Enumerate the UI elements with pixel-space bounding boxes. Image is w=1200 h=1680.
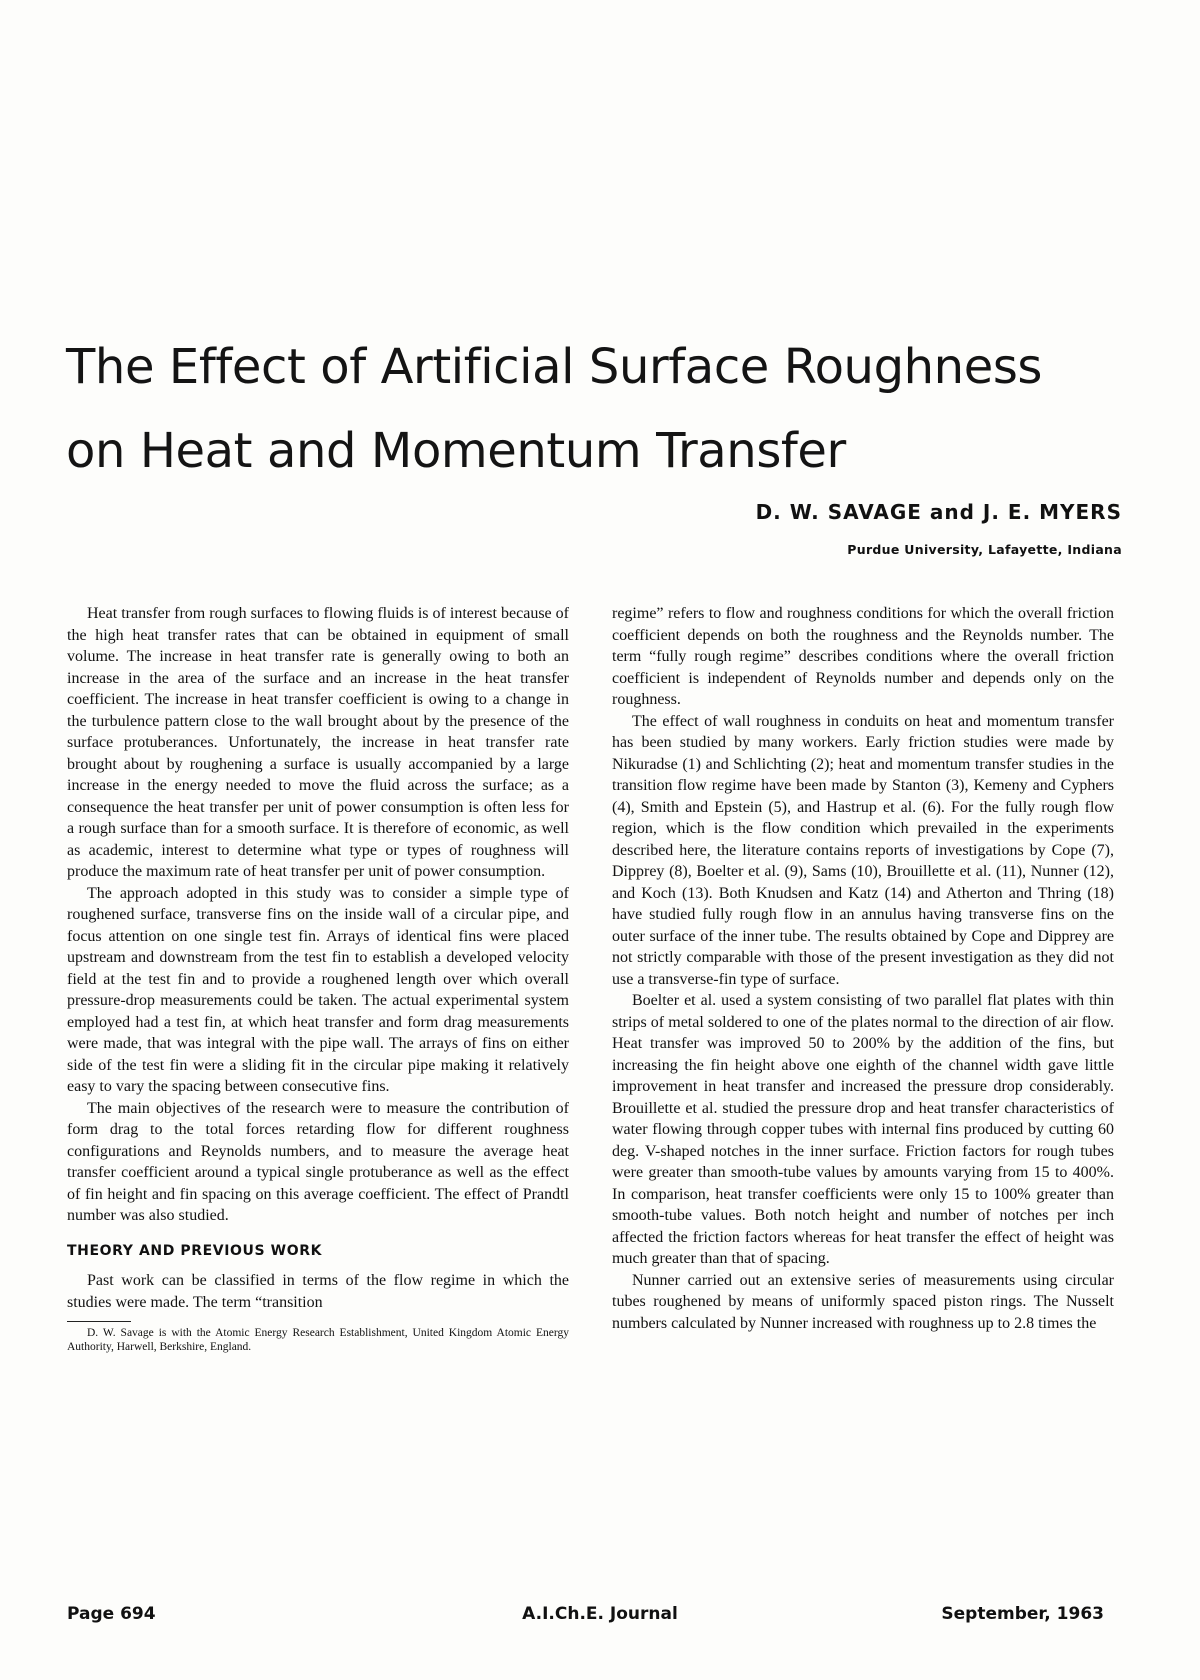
paragraph: The main objectives of the research were to measure the contribution of form drag to the total forces retarding flow for different roughness configurations and Reynolds numbers, and to measure the average heat transfer coefficient around a typical single protuberance as well as the effect of fin height and fin spacing on this average coefficient. The effect of Prandtl number was also studied. [67,1099,569,1224]
paragraph: The approach adopted in this study was to consider a simple type of roughened surface, transverse fins on the inside wall of a circular pipe, and focus attention on one single test fin. Arrays of identical fins were placed upstream and downstream from the test fin to establish a developed velocity field at the test fin and to provide a roughened length over which overall pressure-drop measurements could be taken. The actual experimental system employed had a test fin, at which heat transfer and form drag measurements were made, that was integral with the pipe wall. The arrays of fins on either side of the test fin were a sliding fit in the circular pipe making it relatively easy to vary the spacing between consecutive fins. [67,884,569,1095]
footnote: D. W. Savage is with the Atomic Energy Research Establishment, United Kingdom Atomic Energy Authority, Harwell, Berkshire, England. [67,1327,569,1353]
paragraph: The effect of wall roughness in conduits on heat and momentum transfer has been studied by many workers. Early friction studies were made by Nikuradse (1) and Schlichting (2); heat and momentum transfer studies in the transition flow regime have been made by Stanton (3), Kemeny and Cyphers (4), Smith and Epstein (5), and Hastrup et al. (6). For the fully rough flow region, which is the flow condition which prevailed in the experiments described here, the literature contains reports of investigations by Cope (7), Dipprey (8), Boelter et al. (9), Sams (10), Brouillette et al. (11), Nunner (12), and Koch (13). Both Knudsen and Katz (14) and Atherton and Thring (18) have studied fully rough flow in an annulus having transverse fins on the outer surface of the inner tube. The results obtained by Cope and Dipprey are not strictly comparable with those of the present investigation as they did not use a transverse-fin type of surface. [612,712,1114,988]
title-line-1: The Effect of Artificial Surface Roughness [66,339,1043,395]
article-title [66,325,1146,493]
paragraph: regime” refers to flow and roughness conditions for which the overall friction coefficient depends on both the roughness and the Reynolds number. The term “fully rough regime” describes conditions where the overall friction coefficient is independent of Reynolds number and depends only on the roughness. [612,605,1114,708]
journal-name: A.I.Ch.E. Journal [522,1604,678,1624]
section-heading: THEORY AND PREVIOUS WORK [67,1242,323,1259]
authors: D. W. SAVAGE and J. E. MYERS [755,500,1122,524]
right-column [612,603,1114,1334]
paragraph: Heat transfer from rough surfaces to flowing fluids is of interest because of the high heat transfer rates that can be obtained in equipment of small volume. The increase in heat transfer rate is generally owing to both an increase in the area of the surface and an increase in the heat transfer coefficient. The increase in heat transfer coefficient is owing to a change in the turbulence pattern close to the wall brought about by the presence of the surface protuberances. Unfortunately, the increase in heat transfer rate brought about by roughening a surface is usually accompanied by a large increase in the energy needed to move the fluid across the surface; as a consequence the heat transfer per unit of power consumption is often less for a rough surface than for a smooth surface. It is therefore of economic, as well as academic, interest to determine what type or types of roughness will produce the maximum rate of heat transfer per unit of power consumption. [67,605,569,880]
title-line-2: on Heat and Momentum Transfer [66,423,846,479]
footnote-divider [67,1321,131,1322]
paragraph: Boelter et al. used a system consisting of two parallel flat plates with thin strips of metal soldered to one of the plates normal to the direction of air flow. Heat transfer was improved 50 to 200% by the addition of the fins, but increasing the fin height above one eighth of the channel width gave little improvement in heat transfer and increased the pressure drop considerably. Brouillette et al. studied the pressure drop and heat transfer characteristics of water flowing through copper tubes with internal fins produced by cutting 60 deg. V-shaped notches in the inner surface. Friction factors for rough tubes were greater than smooth-tube values by amounts varying from 15 to 400%. In comparison, heat transfer coefficients were only 15 to 100% greater than smooth-tube values. Both notch height and number of notches per inch affected the friction factors whereas for heat transfer the effect of height was much greater than that of spacing. [612,992,1114,1267]
left-column [67,603,569,1354]
paragraph: Nunner carried out an extensive series of measurements using circular tubes roughened by means of uniformly spaced piston rings. The Nusselt numbers calculated by Nunner increased with roughness up to 2.8 times the [612,1271,1114,1332]
page-number: Page 694 [67,1604,156,1624]
paragraph: Past work can be classified in terms of the flow regime in which the studies were made. The term “transition [67,1272,569,1311]
publication-date: September, 1963 [941,1604,1104,1624]
affiliation: Purdue University, Lafayette, Indiana [847,542,1122,557]
